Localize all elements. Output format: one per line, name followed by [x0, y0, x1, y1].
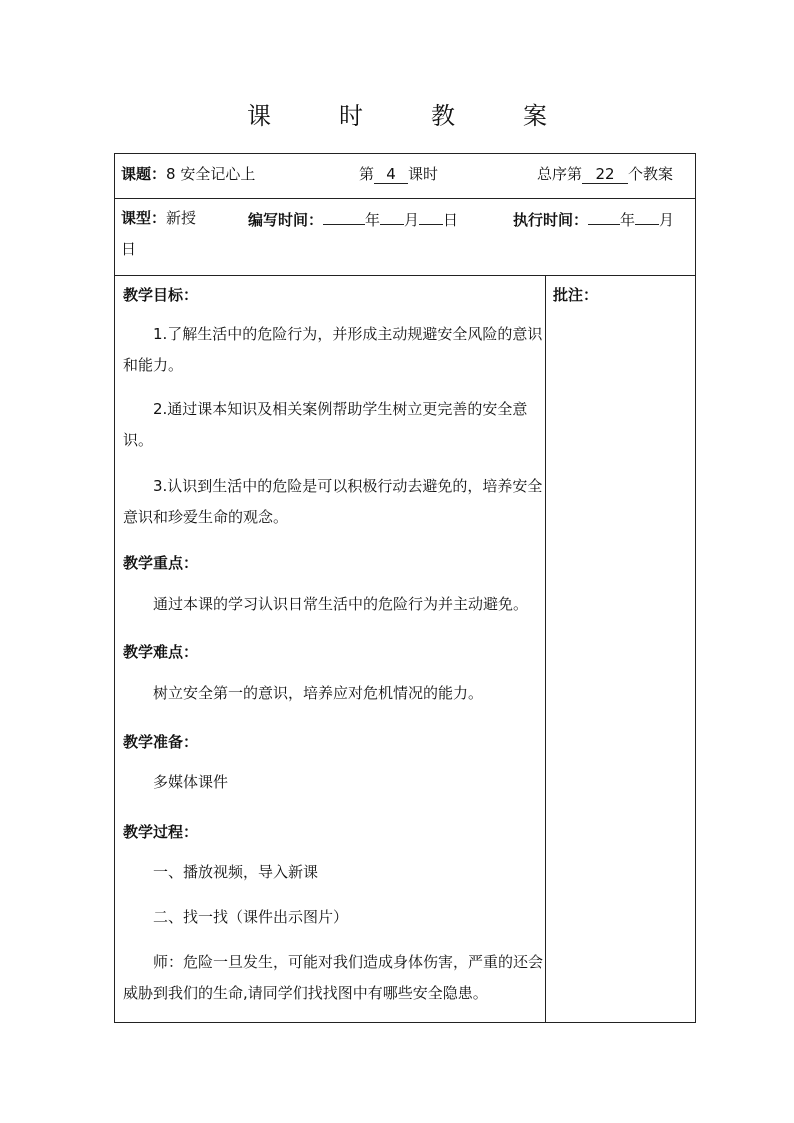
topic-value: 8 安全记心上 — [166, 165, 256, 183]
column-divider — [545, 276, 546, 1022]
difficulties-heading: 教学难点： — [123, 643, 199, 661]
serial-number-field — [537, 163, 673, 184]
lesson-suffix: 课时 — [408, 165, 439, 183]
teacher-dialogue: 师：危险一旦发生，可能对我们造成身体伤害，严重的还会威胁到我们的生命,请同学们找找图中有哪些安全隐患。 — [123, 953, 544, 1002]
key-points-heading: 教学重点： — [123, 554, 199, 572]
lesson-prefix: 第 — [359, 165, 375, 183]
year-label: 年 — [620, 211, 636, 229]
header-row-topic — [115, 154, 695, 199]
title-char: 课 — [247, 102, 271, 130]
year-label: 年 — [365, 211, 381, 229]
process-heading: 教学过程： — [123, 823, 199, 841]
exec-day-label: 日 — [121, 240, 137, 258]
lesson-number-field — [359, 163, 438, 184]
type-value: 新授 — [166, 209, 197, 227]
goal-2: 2.通过课本知识及相关案例帮助学生树立更完善的安全意识。 — [123, 400, 528, 449]
type-field — [121, 207, 196, 228]
title-char: 案 — [523, 102, 547, 130]
serial-number: 22 — [582, 166, 628, 184]
key-points-text: 通过本课的学习认识日常生活中的危险行为并主动避免。 — [153, 595, 529, 613]
goal-1: 1.了解生活中的危险行为，并形成主动规避安全风险的意识和能力。 — [123, 325, 543, 374]
topic-field — [121, 163, 255, 184]
topic-label: 课题： — [121, 165, 167, 183]
content-area — [115, 276, 695, 1022]
goal-3: 3.认识到生活中的危险是可以积极行动去避免的，培养安全意识和珍爱生命的观念。 — [123, 477, 543, 526]
lesson-plan-table — [114, 153, 696, 1023]
difficulties-text: 树立安全第一的意识，培养应对危机情况的能力。 — [153, 684, 484, 702]
remarks-label: 批注： — [553, 286, 599, 304]
exec-time-field — [513, 207, 674, 230]
lesson-number: 4 — [374, 166, 408, 184]
title-char: 时 — [339, 102, 363, 130]
month-label: 月 — [659, 211, 675, 229]
month-label: 月 — [404, 211, 420, 229]
compile-time-label: 编写时间： — [248, 211, 324, 229]
page-title — [0, 96, 794, 131]
exec-time-label: 执行时间： — [513, 211, 589, 229]
preparation-text: 多媒体课件 — [153, 773, 229, 791]
goals-heading: 教学目标： — [123, 286, 199, 304]
preparation-heading: 教学准备： — [123, 733, 199, 751]
title-char: 教 — [431, 102, 455, 130]
serial-suffix: 个教案 — [628, 165, 674, 183]
day-label: 日 — [443, 211, 459, 229]
compile-time-field — [248, 207, 458, 230]
process-step-1: 一、播放视频，导入新课 — [153, 863, 319, 881]
header-row-type — [115, 198, 695, 276]
serial-prefix: 总序第 — [537, 165, 583, 183]
type-label: 课型： — [121, 209, 167, 227]
process-step-2: 二、找一找（课件出示图片） — [153, 908, 349, 926]
